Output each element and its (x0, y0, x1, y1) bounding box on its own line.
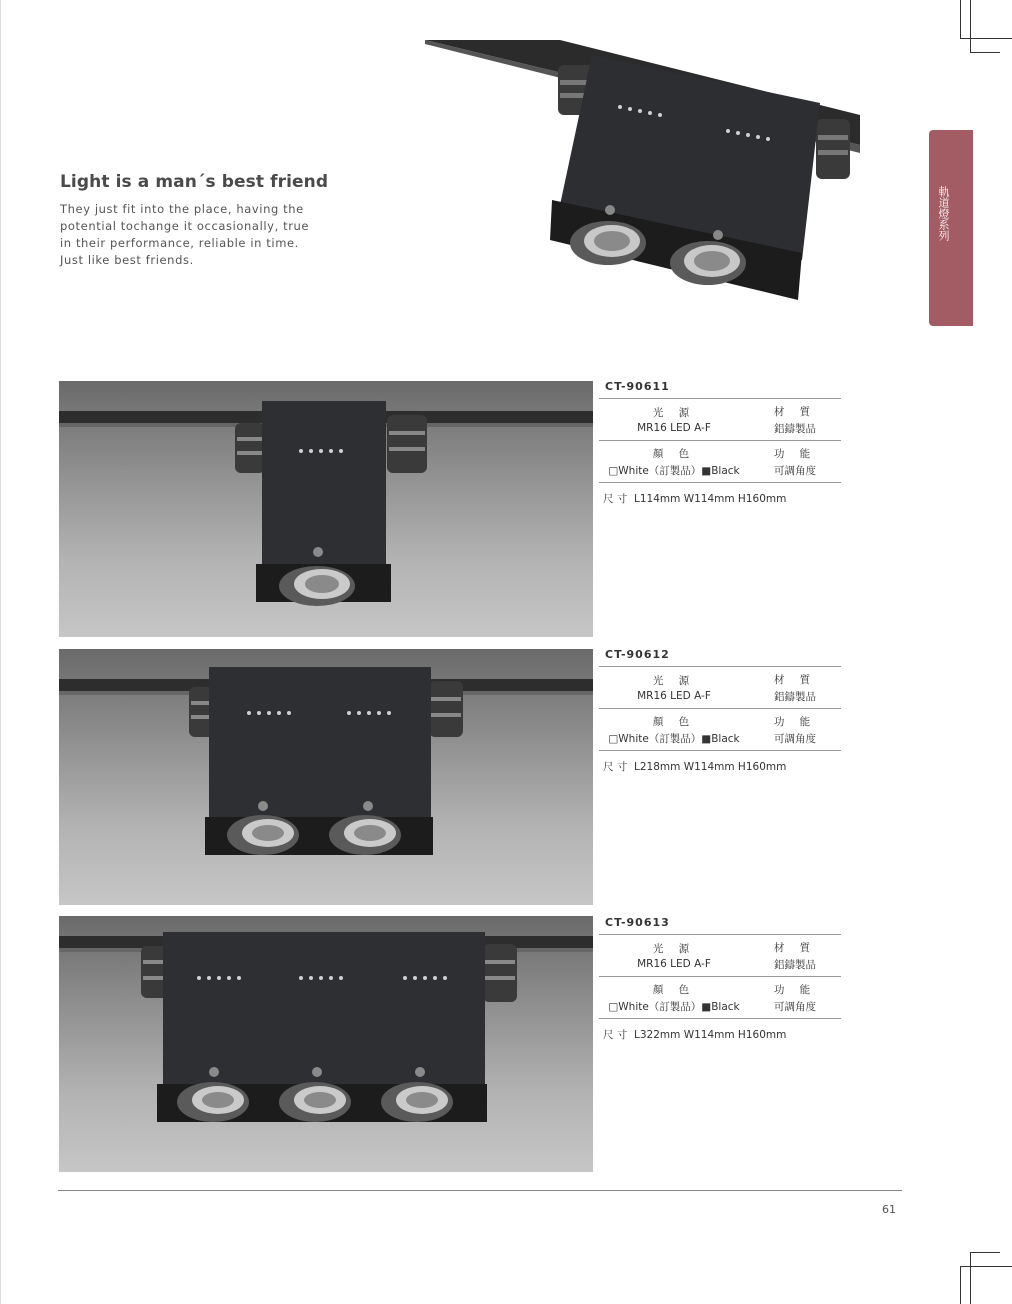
size-value: L114mm W114mm H160mm (634, 493, 787, 505)
spec-cell (599, 441, 749, 482)
material-value: 鋁鑄製品 (774, 422, 816, 435)
material-label: 材 質 (773, 941, 817, 954)
spec-row (599, 399, 841, 441)
function-label: 功 能 (773, 715, 817, 728)
section-tab-label: 軌道燈系列 (937, 186, 950, 241)
material-value: 鋁鑄製品 (774, 690, 816, 703)
size-label: 尺 寸 (603, 761, 628, 773)
light-source-value: MR16 LED A-F (637, 958, 711, 970)
spec-cell (599, 667, 749, 708)
crop-mark (960, 1266, 1012, 1267)
spec-cell (749, 977, 841, 1018)
spec-cell (749, 935, 841, 976)
spec-row (599, 935, 841, 977)
function-value: 可調角度 (774, 732, 816, 745)
product-photo-ct-90612 (59, 649, 593, 905)
light-source-value: MR16 LED A-F (637, 690, 711, 702)
spec-cell (749, 709, 841, 750)
light-source-value: MR16 LED A-F (637, 422, 711, 434)
function-value: 可調角度 (774, 1000, 816, 1013)
spec-cell (749, 441, 841, 482)
spec-cell (599, 709, 749, 750)
spec-cell (749, 667, 841, 708)
spec-row (599, 667, 841, 709)
page-number: 61 (882, 1203, 896, 1216)
size-label: 尺 寸 (603, 493, 628, 505)
spec-table-ct-90613 (599, 916, 841, 1042)
material-label: 材 質 (773, 673, 817, 686)
hero-product-image (420, 35, 860, 310)
track-light-single-image (59, 381, 593, 637)
intro-line: in their performance, reliable in time. (60, 236, 299, 250)
size-line (599, 1019, 841, 1042)
product-photo-ct-90611 (59, 381, 593, 637)
spec-table-ct-90612 (599, 648, 841, 774)
spec-cell (749, 399, 841, 440)
color-value: □White（訂製品）■Black (608, 1000, 740, 1013)
spec-cell (599, 977, 749, 1018)
size-value: L218mm W114mm H160mm (634, 761, 787, 773)
function-label: 功 能 (773, 447, 817, 460)
color-label: 顏 色 (652, 447, 696, 460)
material-label: 材 質 (773, 405, 817, 418)
light-source-label: 光 源 (652, 675, 696, 687)
crop-mark (960, 0, 961, 38)
product-photo-ct-90613 (59, 916, 593, 1172)
intro-line: potential tochange it occasionally, true (60, 219, 310, 233)
size-line (599, 483, 841, 506)
spec-cell (599, 935, 749, 976)
page-edge-line (0, 0, 1, 1304)
crop-mark (970, 1252, 1000, 1253)
spec-table-ct-90611 (599, 380, 841, 506)
light-source-label: 光 源 (652, 943, 696, 955)
crop-mark (970, 1252, 971, 1304)
intro-line: Just like best friends. (60, 253, 194, 267)
spec-row (599, 441, 841, 483)
color-label: 顏 色 (652, 715, 696, 728)
color-value: □White（訂製品）■Black (608, 464, 740, 477)
crop-mark (970, 0, 971, 52)
color-value: □White（訂製品）■Black (608, 732, 740, 745)
function-value: 可調角度 (774, 464, 816, 477)
model-number: CT-90613 (599, 916, 841, 935)
function-label: 功 能 (773, 983, 817, 996)
intro-line: They just fit into the place, having the (60, 202, 304, 216)
track-light-triple-image (59, 916, 593, 1172)
intro-heading: Light is a man´s best friend (60, 172, 329, 192)
model-number: CT-90611 (599, 380, 841, 399)
light-source-label: 光 源 (652, 407, 696, 419)
spec-row (599, 709, 841, 751)
spec-cell (599, 399, 749, 440)
crop-mark (960, 38, 1012, 39)
intro-text (60, 201, 320, 269)
material-value: 鋁鑄製品 (774, 958, 816, 971)
color-label: 顏 色 (652, 983, 696, 996)
track-light-double-image (59, 649, 593, 905)
footer-divider (58, 1190, 902, 1191)
size-line (599, 751, 841, 774)
model-number: CT-90612 (599, 648, 841, 667)
size-value: L322mm W114mm H160mm (634, 1029, 787, 1041)
size-label: 尺 寸 (603, 1029, 628, 1041)
crop-mark (970, 52, 1000, 53)
crop-mark (960, 1266, 961, 1304)
spec-row (599, 977, 841, 1019)
